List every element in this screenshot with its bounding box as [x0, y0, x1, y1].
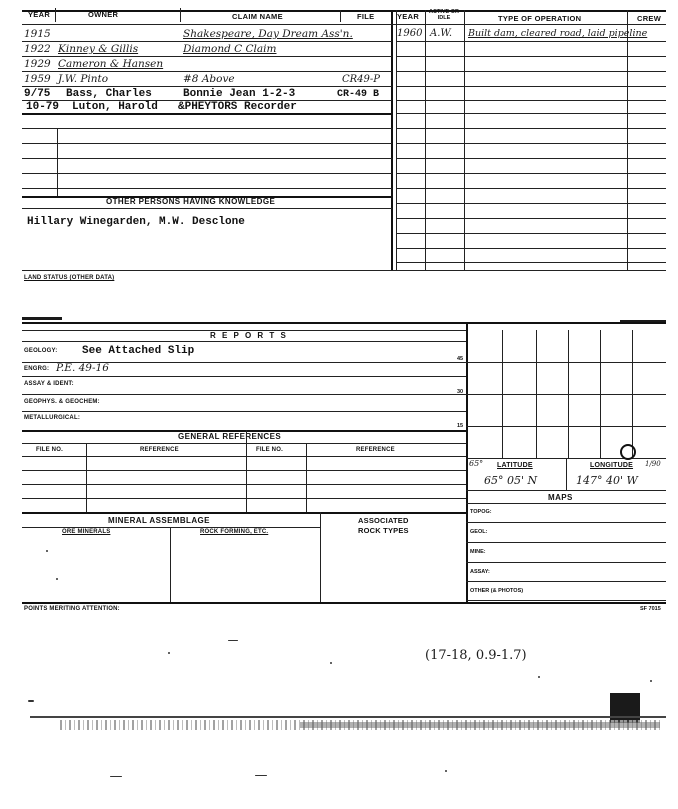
- geophys-geochem-label: GEOPHYS. & GEOCHEM:: [24, 399, 100, 405]
- header-owner: OWNER: [88, 10, 119, 19]
- maps-geol: GEOL:: [470, 529, 488, 535]
- ref-reference: REFERENCE: [140, 447, 179, 453]
- ref-file-no: FILE NO.: [36, 447, 63, 453]
- owner-row-4-file: CR49-P: [342, 74, 381, 85]
- metallurgical-label: METALLURGICAL:: [24, 415, 81, 421]
- owner-row-1-claim: Shakespeare, Day Dream Ass'n.: [183, 28, 353, 40]
- maps-heading: MAPS: [548, 493, 573, 502]
- latitude-value: 65° 05' N: [484, 474, 538, 487]
- ore-minerals-label: ORE MINERALS: [62, 529, 111, 535]
- rock-types-label: ROCK TYPES: [358, 526, 409, 535]
- longitude-label: LONGITUDE: [590, 462, 634, 469]
- activity-row-1-year: 1960: [397, 28, 423, 39]
- header-year: YEAR: [28, 10, 51, 19]
- owner-row-1-year: 1915: [24, 28, 51, 40]
- owner-row-4-claim: #8 Above: [183, 73, 235, 85]
- longitude-value: 147° 40' W: [576, 474, 638, 487]
- owner-row-2-claim: Diamond C Claim: [183, 43, 277, 55]
- other-persons-names: Hillary Winegarden, M.W. Desclone: [27, 216, 245, 228]
- latitude-label: LATITUDE: [497, 462, 533, 469]
- owner-row-4-owner: J.W. Pinto: [58, 73, 109, 85]
- general-references-heading: GENERAL REFERENCES: [178, 432, 282, 441]
- owner-row-2-year: 1922: [24, 43, 51, 55]
- margin-15: 15: [457, 423, 464, 429]
- associated-label: ASSOCIATED: [358, 516, 409, 525]
- owner-row-6-owner: Luton, Harold: [72, 101, 158, 113]
- form-number: SF 7015: [640, 606, 661, 612]
- owner-row-3-owner: Cameron & Hansen: [58, 58, 164, 70]
- header-claim-name: CLAIM NAME: [232, 12, 283, 21]
- owner-row-3-year: 1929: [24, 58, 51, 70]
- longitude-note: 1/90: [645, 460, 661, 468]
- header-type-of-operation: TYPE OF OPERATION: [498, 14, 582, 23]
- assay-ident-label: ASSAY & IDENT:: [24, 381, 74, 387]
- owner-row-5-file: CR-49 B: [337, 89, 380, 100]
- owner-row-5-claim: Bonnie Jean 1-2-3: [183, 88, 296, 100]
- activity-row-1-operation: Built dam, cleared road, laid pipeline: [468, 28, 648, 39]
- maps-assay: ASSAY:: [470, 569, 490, 575]
- circle-mark: [620, 444, 636, 460]
- rock-forming-label: ROCK FORMING, ETC.: [200, 529, 269, 535]
- engrg-value: P.E. 49-16: [56, 362, 109, 374]
- mineral-assemblage-heading: MINERAL ASSEMBLAGE: [108, 516, 210, 525]
- owner-row-2-owner: Kinney & Gillis: [58, 43, 139, 55]
- geology-label: GEOLOGY:: [24, 348, 58, 354]
- header-crew: CREW: [637, 14, 662, 23]
- latitude-prefix: 65°: [469, 459, 484, 468]
- header-active-or-idle: ACTIVE OR IDLE: [429, 9, 459, 21]
- margin-45: 45: [457, 356, 464, 362]
- owner-row-5-year: 9/75: [24, 88, 51, 100]
- land-status-label: LAND STATUS (OTHER DATA): [24, 275, 115, 281]
- margin-30: 30: [457, 389, 464, 395]
- geology-value: See Attached Slip: [82, 345, 195, 357]
- maps-other: OTHER (& PHOTOS): [470, 588, 524, 594]
- other-persons-heading: OTHER PERSONS HAVING KNOWLEDGE: [106, 197, 276, 206]
- ref-reference-2: REFERENCE: [356, 447, 395, 453]
- owner-row-6-year: 10-79: [26, 101, 60, 113]
- header-file: FILE: [357, 12, 375, 21]
- maps-topog: TOPOG:: [470, 509, 492, 515]
- engrg-label: ENGRG:: [24, 366, 50, 372]
- reports-heading: R E P O R T S: [210, 331, 288, 340]
- maps-mine: MINE:: [470, 549, 486, 555]
- owner-row-6-claim: &PHEYTORS Recorder: [178, 101, 297, 113]
- owner-row-4-year: 1959: [24, 73, 51, 85]
- owner-row-5-owner: Bass, Charles: [66, 88, 152, 100]
- handwritten-note: (17-18, 0.9-1.7): [425, 648, 527, 663]
- points-meriting-label: POINTS MERITING ATTENTION:: [24, 606, 120, 612]
- header-year-right: YEAR: [397, 12, 420, 21]
- activity-row-1-status: A.W.: [430, 28, 453, 39]
- ref-file-no-2: FILE NO.: [256, 447, 283, 453]
